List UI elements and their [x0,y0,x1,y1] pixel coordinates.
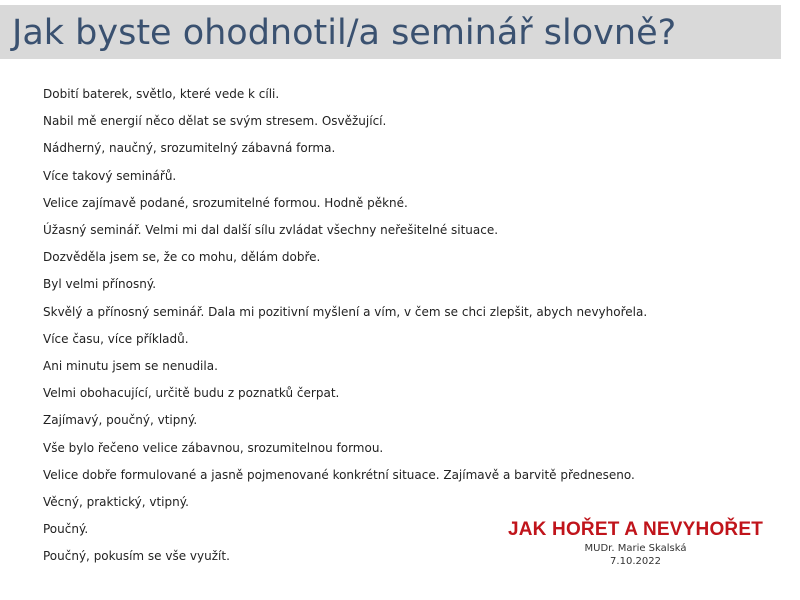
response-item: Nabil mě energií něco dělat se svým stresem. Osvěžující. [43,114,387,129]
brand-title: JAK HOŘET A NEVYHOŘET [507,519,764,540]
presentation-date: 7.10.2022 [610,556,661,567]
response-item: Vše bylo řečeno velice zábavnou, srozumitelnou formou. [43,440,384,455]
response-item: Zajímavý, poučný, vtipný. [43,413,198,428]
response-list [43,81,743,571]
response-item: Úžasný seminář. Velmi mi dal další sílu zvládat všechny neřešitelné situace. [43,223,499,238]
response-item: Více času, více příkladů. [43,331,189,346]
author-name: MUDr. Marie Skalská [584,543,687,554]
response-item: Velice dobře formulované a jasně pojmenované konkrétní situace. Zajímavě a barvitě předneseno. [43,467,635,482]
response-item: Velmi obohacující, určitě budu z poznatků čerpat. [43,386,340,401]
slide-title: Jak byste ohodnotil/a seminář slovně? [12,13,677,53]
response-item: Velice zajímavě podané, srozumitelné formou. Hodně pěkné. [43,195,408,210]
response-item: Ani minutu jsem se nenudila. [43,359,218,374]
response-item: Věcný, praktický, vtipný. [43,495,189,510]
response-item: Nádherný, naučný, srozumitelný zábavná forma. [43,141,336,156]
brand-block [488,518,783,568]
response-item: Více takový seminářů. [43,168,177,183]
response-item: Dozvěděla jsem se, že co mohu, dělám dobře. [43,250,321,265]
response-item: Byl velmi přínosný. [43,277,157,292]
response-item: Dobití baterek, světlo, které vede k cíli. [43,87,280,101]
response-item: Poučný. [43,522,89,537]
title-bar [0,5,781,59]
response-item: Skvělý a přínosný seminář. Dala mi pozitivní myšlení a vím, v čem se chci zlepšit, abych nevyhořela. [43,304,648,319]
response-item: Poučný, pokusím se vše využít. [43,549,230,564]
